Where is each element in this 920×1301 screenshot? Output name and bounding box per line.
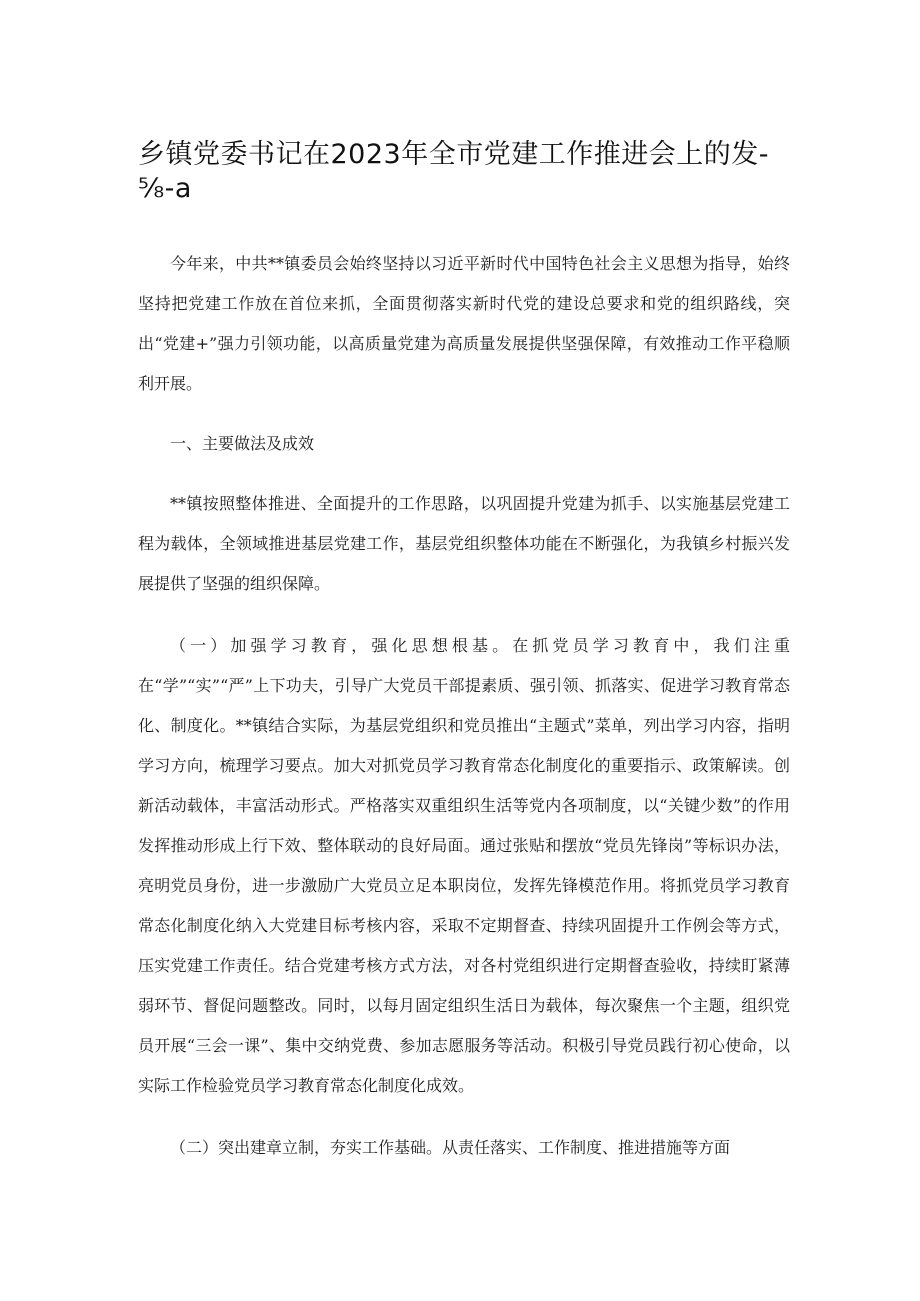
document-body	[138, 244, 790, 1168]
paragraph-subsection-2: （二）突出建章立制，夯实工作基础。从责任落实、工作制度、推进措施等方面	[170, 1138, 731, 1157]
document-title: 乡镇党委书记在2023年全市党建工作推进会上的发-⅝-a	[138, 139, 769, 204]
paragraph-subsection-1: （一）加强学习教育，强化思想根基。在抓党员学习教育中，我们注重在“学”“实”“严”上下功夫，引导广大党员干部提素质、强引领、抓落实、促进学习教育常态化、制度化。**镇结合实际，为基层党组织和党员推出“主题式”菜单，列出学习内容，指明学习方向，梳理学习要点。加大对抓党员学习教育常态化制度化的重要指示、政策解读。创新活动载体，丰富活动形式。严格落实双重组织生活等党内各项制度，以“关键少数”的作用发挥推动形成上行下效、整体联动的良好局面。通过张贴和摆放“党员先锋岗”等标识办法，亮明党员身份，进一步激励广大党员立足本职岗位，发挥先锋模范作用。将抓党员学习教育常态化制度化纳入大党建目标考核内容，采取不定期督查、持续巩固提升工作例会等方式，压实党建工作责任。结合党建考核方式方法，对各村党组织进行定期督查验收，持续盯紧薄弱环节、督促问题整改。同时，以每月固定组织生活日为载体，每次聚焦一个主题，组织党员开展“三会一课”、集中交纳党费、参加志愿服务等活动。积极引导党员践行初心使命，以实际工作检验党员学习教育常态化制度化成效。	[138, 636, 790, 1095]
paragraph-overview: **镇按照整体推进、全面提升的工作思路，以巩固提升党建为抓手、以实施基层党建工程为载体，全领域推进基层党建工作，基层党组织整体功能在不断强化，为我镇乡村振兴发展提供了坚强的组织保障。	[138, 494, 790, 593]
section-heading: 一、主要做法及成效	[170, 434, 315, 453]
paragraph-intro: 今年来，中共**镇委员会始终坚持以习近平新时代中国特色社会主义思想为指导，始终坚持把党建工作放在首位来抓，全面贯彻落实新时代党的建设总要求和党的组织路线，突出“党建+”强力引领功能，以高质量党建为高质量发展提供坚强保障，有效推动工作平稳顺利开展。	[138, 254, 790, 393]
